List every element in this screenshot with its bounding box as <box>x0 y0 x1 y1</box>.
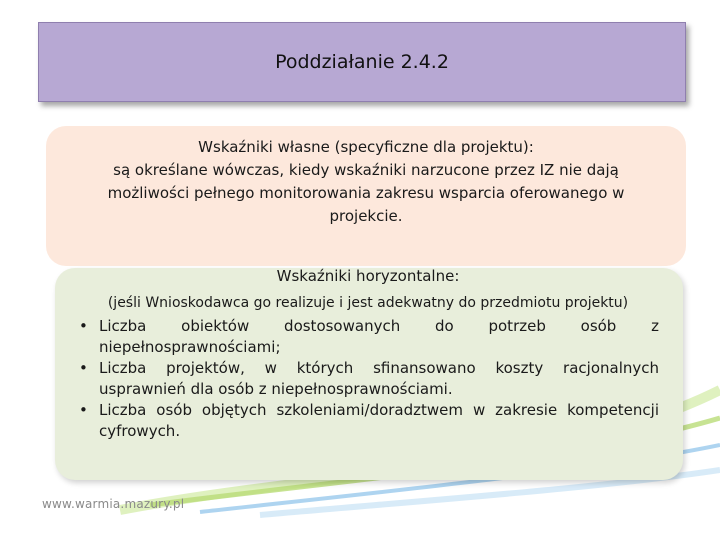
footer-url: www.warmia.mazury.pl <box>42 497 185 511</box>
horizontal-indicators-heading: Wskaźniki horyzontalne: <box>276 267 460 285</box>
bullet-glyph: • <box>79 401 88 419</box>
horizontal-indicators-list <box>77 316 659 442</box>
horizontal-indicators-note: (jeśli Wnioskodawca go realizuje i jest adekwatny do przedmiotu projektu) <box>107 295 629 311</box>
bullet-glyph: • <box>79 359 88 377</box>
list-item <box>77 358 659 400</box>
bullet-glyph: • <box>79 317 88 335</box>
list-item <box>77 400 659 442</box>
list-item-text: Liczba osób objętych szkoleniami/doradztwem w zakresie kompetencji cyfrowych. <box>99 401 659 440</box>
own-indicators-box <box>46 126 686 266</box>
page-title: Poddziałanie 2.4.2 <box>275 51 449 73</box>
horizontal-indicators-box <box>55 268 683 480</box>
list-item-text: Liczba obiektów dostosowanych do potrzeb osób z niepełnosprawnościami; <box>99 317 659 356</box>
title-box <box>38 22 686 102</box>
list-item <box>77 316 659 358</box>
own-indicators-heading: Wskaźniki własne (specyficzne dla projektu): <box>198 138 534 156</box>
list-item-text: Liczba projektów, w których sfinansowano koszty racjonalnych usprawnień dla osób z niepełnosprawnościami. <box>99 359 659 398</box>
own-indicators-body: są określane wówczas, kiedy wskaźniki narzucone przez IZ nie dają możliwości pełnego monitorowania zakresu wsparcia oferowanego w projekcie. <box>107 161 625 225</box>
